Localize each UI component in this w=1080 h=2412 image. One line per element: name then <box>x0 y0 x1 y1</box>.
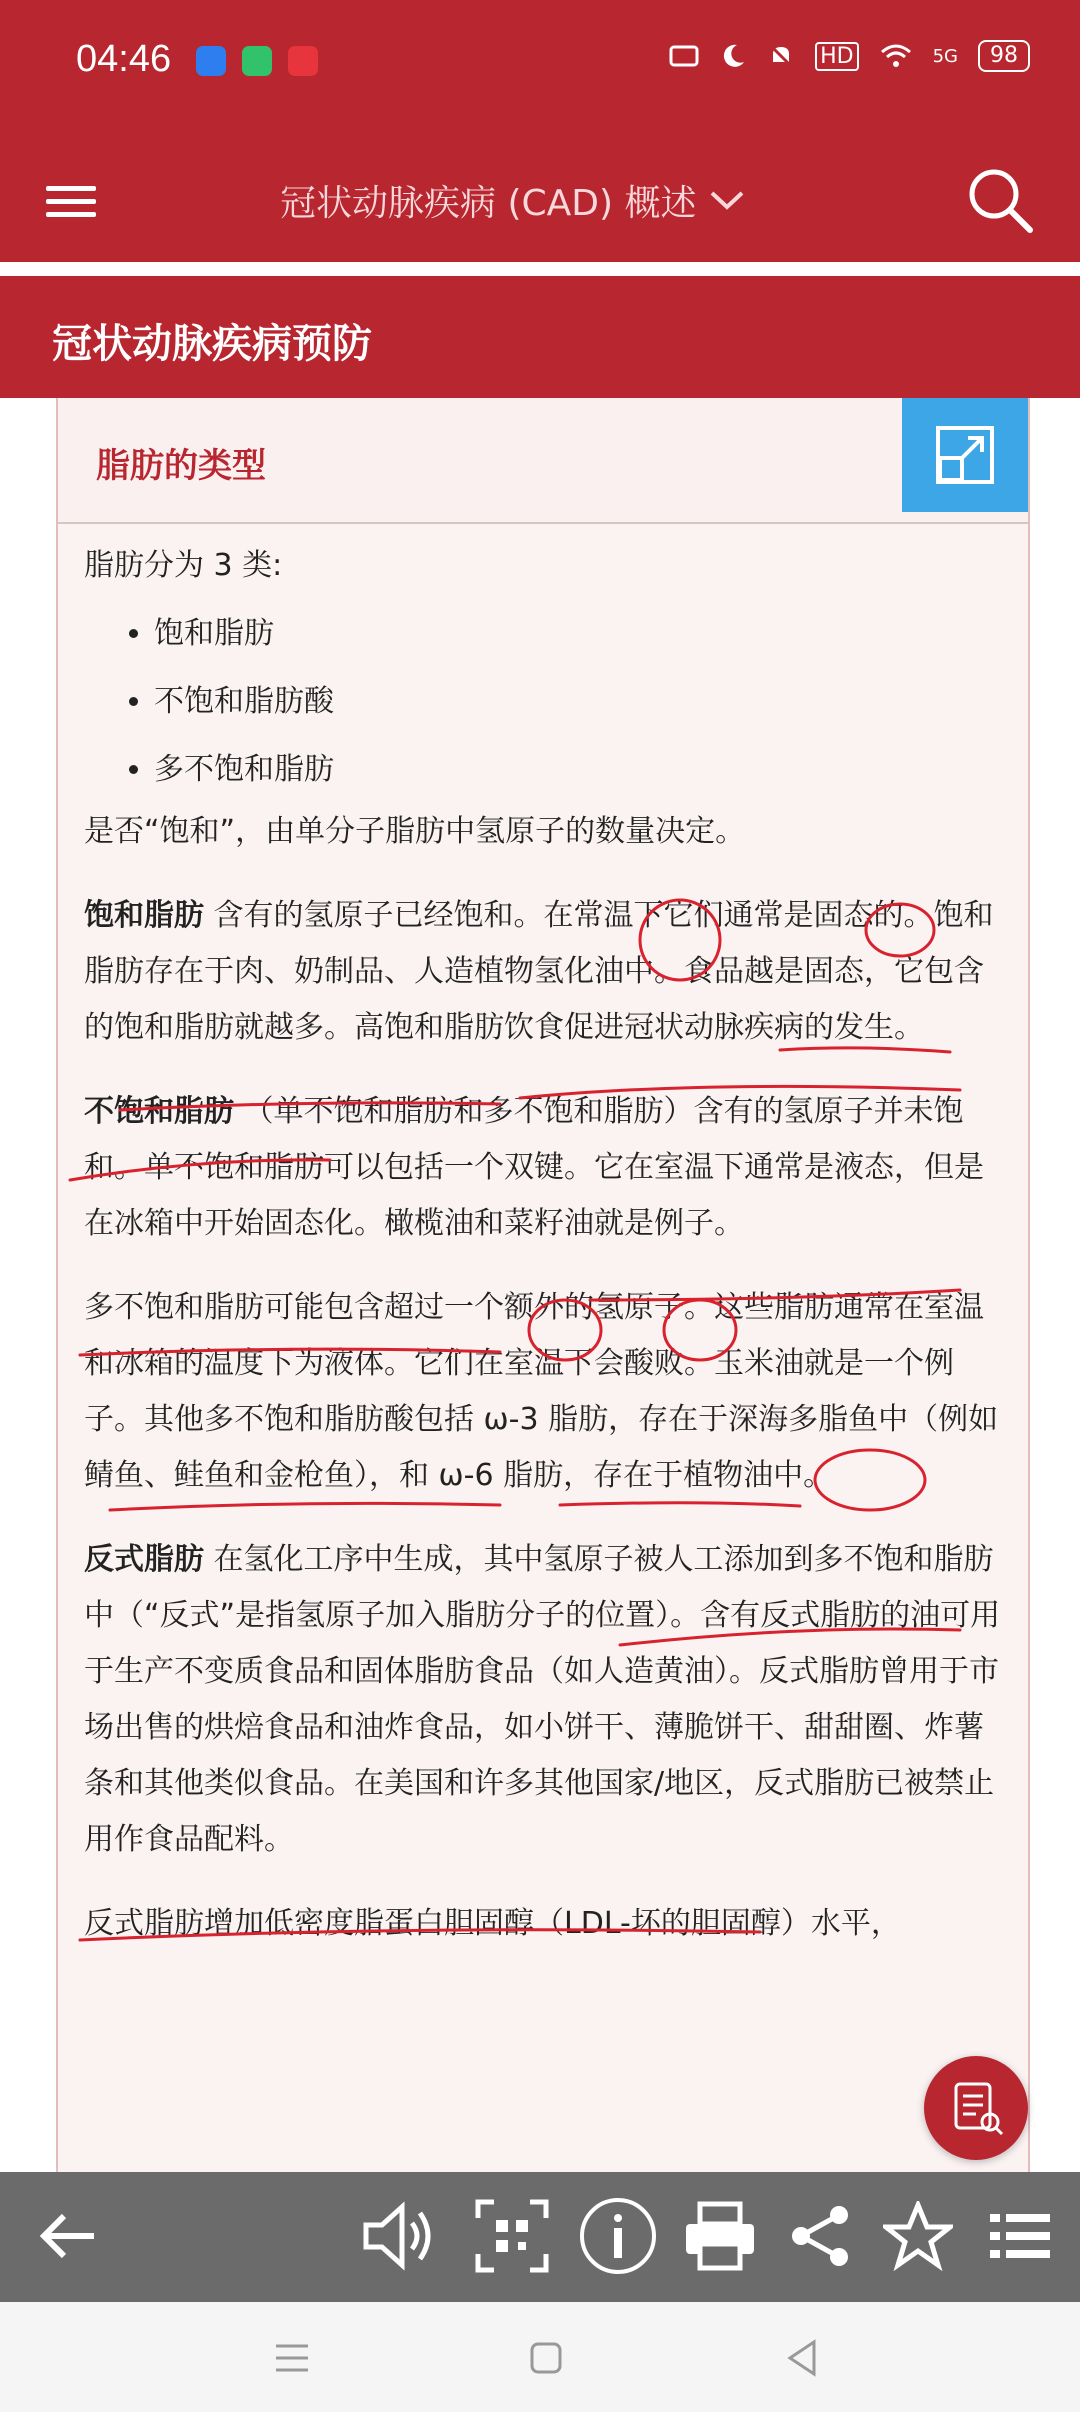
status-right-icons <box>669 40 1030 72</box>
back-arrow-icon[interactable] <box>24 2192 112 2280</box>
card-header <box>58 398 1028 524</box>
section-banner <box>0 276 1080 398</box>
app-notification-icon <box>288 46 318 76</box>
hd-icon: HD <box>815 42 858 71</box>
list-item: • 饱和脂肪 <box>154 600 1004 668</box>
notes-icon <box>946 2078 1006 2138</box>
trans-paragraph <box>84 1532 1004 1868</box>
app-notification-icon <box>196 46 226 76</box>
back-nav-icon[interactable] <box>780 2336 824 2380</box>
share-icon[interactable] <box>776 2192 864 2280</box>
moon-icon <box>719 42 747 70</box>
wifi-icon <box>879 42 913 70</box>
home-icon[interactable] <box>524 2336 568 2380</box>
list-item: • 不饱和脂肪酸 <box>154 668 1004 736</box>
speaker-icon[interactable] <box>356 2192 444 2280</box>
bottom-toolbar <box>0 2172 1080 2302</box>
title-dropdown[interactable] <box>280 170 760 230</box>
qr-scan-icon[interactable] <box>468 2192 556 2280</box>
list-item: • 多不饱和脂肪 <box>154 736 1004 804</box>
expand-icon <box>934 424 996 486</box>
trans-term: 反式脂肪 <box>84 1542 204 1577</box>
unsaturated-text: （单不饱和脂肪和多不饱和脂肪）含有的氢原子并未饱和。单不饱和脂肪可以包括一个双键。它在室温下通常是液态，但是在冰箱中开始固态化。橄榄油和菜籽油就是例子。 <box>84 1094 984 1241</box>
section-title: 冠状动脉疾病预防 <box>52 321 372 367</box>
app-notification-icon <box>242 46 272 76</box>
info-icon[interactable] <box>574 2192 662 2280</box>
chevron-down-icon <box>710 189 744 211</box>
status-time: 04:46 <box>76 38 172 80</box>
saturated-text: 含有的氢原子已经饱和。在常温下它们通常是固态的。饱和脂肪存在于肉、奶制品、人造植物氢化油中。食品越是固态，它包含的饱和脂肪就越多。高饱和脂肪饮食促进冠状动脉疾病的发生。 <box>84 898 994 1045</box>
network-label: 5G <box>932 45 958 67</box>
page-title: 冠状动脉疾病 (CAD) 概述 <box>280 182 697 224</box>
card-heading: 脂肪的类型 <box>96 446 266 486</box>
trans-text: 在氢化工序中生成，其中氢原子被人工添加到多不饱和脂肪中（“反式”是指氢原子加入脂肪分子的位置）。含有反式脂肪的油可用于生产不变质食品和固体脂肪食品（如人造黄油）。反式脂肪曾用于市场出售的烘焙食品和油炸食品，如小饼干、薄脆饼干、甜甜圈、炸薯条和其他类似食品。在美国和许多其他国家/地区，反式脂肪已被禁止用作食品配料。 <box>84 1542 1001 1857</box>
expand-button[interactable] <box>902 398 1028 512</box>
saturated-paragraph <box>84 888 1004 1056</box>
notes-button[interactable] <box>924 2056 1028 2160</box>
list-icon[interactable] <box>976 2192 1064 2280</box>
saturated-term: 饱和脂肪 <box>84 898 204 933</box>
polyunsaturated-paragraph: 多不饱和脂肪可能包含超过一个额外的氢原子。这些脂肪通常在室温和冰箱的温度下为液体。它们在室温下会酸败。玉米油就是一个例子。其他多不饱和脂肪酸包括 ω-3 脂肪，存在于深海多脂鱼中（例如鲭鱼、鲑鱼和金枪鱼），和 ω-6 脂肪，存在于植物油中。 <box>84 1290 999 1493</box>
app-bar <box>0 150 1080 260</box>
top-bar <box>0 0 1080 262</box>
star-icon[interactable] <box>874 2192 962 2280</box>
hamburger-menu-icon[interactable] <box>46 178 96 228</box>
trans-effect-paragraph: 反式脂肪增加低密度脂蛋白胆固醇（LDL-坏的胆固醇）水平， <box>84 1906 901 1941</box>
mute-icon <box>767 42 795 70</box>
unsaturated-term: 不饱和脂肪 <box>84 1094 234 1129</box>
nfc-icon <box>669 43 699 69</box>
intro-text: 脂肪分为 3 类: <box>84 548 283 583</box>
content-card <box>56 398 1030 2178</box>
card-content <box>84 538 1004 1952</box>
fat-types-list <box>84 600 1004 804</box>
battery-indicator: 98 <box>978 40 1030 72</box>
system-nav-bar <box>0 2302 1080 2412</box>
recent-apps-icon[interactable] <box>270 2336 314 2380</box>
search-icon[interactable] <box>960 160 1040 240</box>
unsaturated-paragraph <box>84 1084 1004 1252</box>
notification-icons <box>196 46 318 76</box>
status-bar <box>0 0 1080 120</box>
saturation-note: 是否“饱和”，由单分子脂肪中氢原子的数量决定。 <box>84 814 746 849</box>
printer-icon[interactable] <box>676 2192 764 2280</box>
